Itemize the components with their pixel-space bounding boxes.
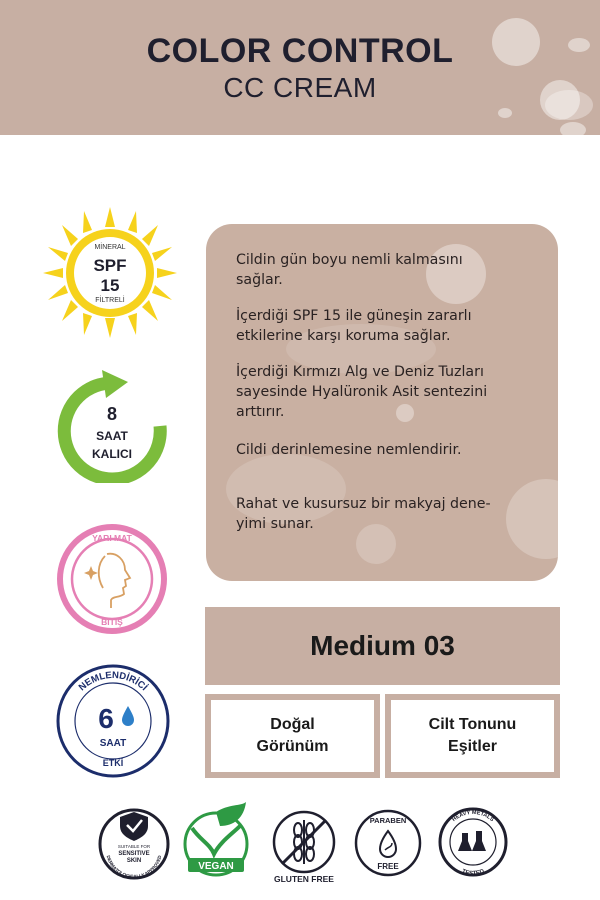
benefit-5: Rahat ve kusursuz bir makyaj dene- yimi sunar. (236, 496, 491, 532)
sensitive-arc-text: DERMATOLOGICALLY APPROVED (105, 854, 163, 880)
feature-natural-look (205, 694, 380, 778)
leaf-icon (216, 802, 246, 826)
benefit-1: Cildin gün boyu nemli kalmasını sağlar. (236, 252, 463, 288)
spf-label: SPF (93, 256, 127, 275)
paraben-top: PARABEN (369, 816, 407, 825)
vegan-badge (180, 800, 252, 882)
gluten-free-badge (268, 806, 340, 884)
semi-matte-badge (55, 522, 170, 637)
matte-bottom-text: BİTİŞ (101, 617, 123, 627)
spf-value: 15 (100, 276, 120, 295)
duration-value: 8 (106, 404, 118, 424)
matte-top-text: YARI MAT (92, 533, 132, 543)
spf-top-text: MİNERAL (94, 244, 126, 251)
moisture-value: 6 (98, 703, 114, 734)
gluten-label: GLUTEN FREE (274, 874, 334, 884)
benefit-4: Cildi derinlemesine nemlendirir. (236, 442, 462, 458)
feature-line: Doğal (270, 716, 315, 733)
face-profile-icon (99, 554, 130, 608)
paraben-bottom: FREE (377, 862, 399, 871)
feature-line: Görünüm (256, 738, 329, 755)
feature-line: Eşitler (448, 738, 497, 755)
feature-line: Cilt Tonunu (428, 716, 517, 733)
heavy-metals-badge (436, 801, 510, 883)
duration-line1: SAAT (96, 429, 128, 443)
check-leaf-icon (192, 826, 240, 854)
sparkle-icon (84, 566, 98, 580)
product-subtitle: CC CREAM (223, 72, 377, 103)
feature-even-tone (385, 694, 560, 778)
vegan-label: VEGAN (198, 861, 234, 872)
moisture-bottom-text: ETKİ (102, 758, 124, 768)
feature-text (391, 700, 554, 772)
decor-bubble (498, 108, 512, 118)
decor-glow (506, 479, 558, 559)
sensitive-line1: SUITABLE FOR (117, 844, 151, 849)
long-lasting-badge (52, 368, 177, 483)
sensitive-skin-badge (96, 804, 172, 884)
drop-leaf-icon (380, 831, 396, 857)
benefit-2: İçerdiği SPF 15 ile güneşin zararlı etkilerine karşı koruma sağlar. (236, 308, 472, 344)
spf-bottom-text: FİLTRELİ (95, 297, 125, 304)
sensitive-line3: SKIN (126, 858, 142, 864)
header-banner (0, 0, 600, 135)
paraben-free-badge (352, 803, 424, 883)
benefit-3: İçerdiği Kırmızı Alg ve Deniz Tuzları sayesinde Hyalüronik Asit sentezini arttırır. (236, 364, 488, 420)
moisturizing-badge (52, 660, 174, 782)
product-title: COLOR CONTROL (146, 32, 454, 70)
shade-label: Medium 03 (205, 607, 560, 685)
feature-text (211, 700, 374, 772)
metals-bottom: TESTED (460, 868, 486, 878)
moisture-unit: SAAT (99, 738, 127, 749)
metals-top: HEAVY METALS (451, 809, 495, 824)
decor-bubble (560, 122, 586, 135)
duration-line2: KALICI (92, 447, 132, 461)
sensitive-line2: SENSITIVE (118, 851, 150, 857)
moisture-top-text: NEMLENDİRİCİ (76, 669, 150, 694)
spf-sun-badge (40, 205, 180, 340)
